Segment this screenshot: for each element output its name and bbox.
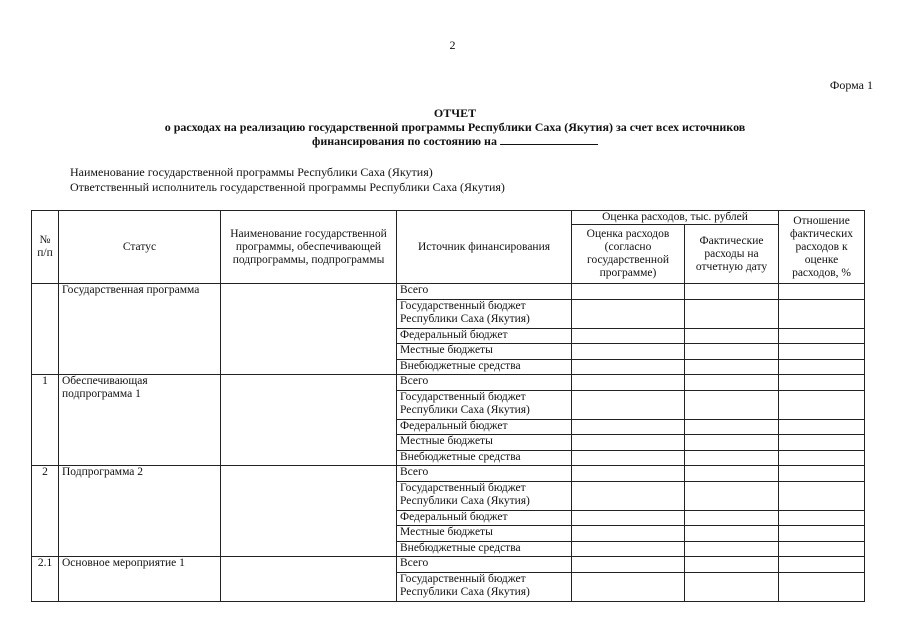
row-funding-source: Местные бюджеты xyxy=(397,526,572,542)
ratio-value xyxy=(779,435,865,451)
row-funding-source: Местные бюджеты xyxy=(397,344,572,360)
estimate-value xyxy=(572,284,685,300)
estimate-value xyxy=(572,435,685,451)
report-table xyxy=(31,210,865,602)
actual-value xyxy=(685,526,779,542)
ratio-value xyxy=(779,557,865,573)
row-number: 1 xyxy=(32,375,59,466)
actual-value xyxy=(685,541,779,557)
estimate-value xyxy=(572,510,685,526)
row-number xyxy=(32,284,59,375)
header-num: № п/п xyxy=(32,211,59,284)
ratio-value xyxy=(779,450,865,466)
ratio-value xyxy=(779,359,865,375)
ratio-value xyxy=(779,390,865,419)
row-funding-source: Государственный бюджет Республики Саха (Якутия) xyxy=(397,390,572,419)
row-funding-source: Федеральный бюджет xyxy=(397,328,572,344)
row-program-name xyxy=(221,557,397,602)
form-label: Форма 1 xyxy=(829,78,873,92)
row-program-name xyxy=(221,466,397,557)
row-funding-source: Внебюджетные средства xyxy=(397,359,572,375)
actual-value xyxy=(685,419,779,435)
row-status: Государственная программа xyxy=(59,284,221,375)
actual-value xyxy=(685,284,779,300)
header-status: Статус xyxy=(59,211,221,284)
actual-value xyxy=(685,299,779,328)
actual-value xyxy=(685,450,779,466)
header-estimate-group: Оценка расходов, тыс. рублей xyxy=(572,211,779,225)
ratio-value xyxy=(779,526,865,542)
row-funding-source: Всего xyxy=(397,466,572,482)
ratio-value xyxy=(779,284,865,300)
estimate-value xyxy=(572,557,685,573)
row-status: Основное мероприятие 1 xyxy=(59,557,221,602)
estimate-value xyxy=(572,344,685,360)
actual-value xyxy=(685,572,779,601)
program-name-label: Наименование государственной программы Республики Саха (Якутия) xyxy=(70,165,433,179)
row-funding-source: Федеральный бюджет xyxy=(397,419,572,435)
actual-value xyxy=(685,344,779,360)
estimate-value xyxy=(572,299,685,328)
ratio-value xyxy=(779,299,865,328)
table-row xyxy=(32,284,865,300)
estimate-value xyxy=(572,390,685,419)
table-row xyxy=(32,375,865,391)
actual-value xyxy=(685,510,779,526)
ratio-value xyxy=(779,466,865,482)
ratio-value xyxy=(779,375,865,391)
ratio-value xyxy=(779,344,865,360)
estimate-value xyxy=(572,572,685,601)
row-number: 2.1 xyxy=(32,557,59,602)
table-row xyxy=(32,466,865,482)
row-funding-source: Всего xyxy=(397,284,572,300)
date-blank-line xyxy=(500,134,598,145)
row-funding-source: Внебюджетные средства xyxy=(397,450,572,466)
executor-label: Ответственный исполнитель государственной программы Республики Саха (Якутия) xyxy=(70,180,505,194)
page-number: 2 xyxy=(449,38,456,52)
estimate-value xyxy=(572,481,685,510)
row-status: Подпрограмма 2 xyxy=(59,466,221,557)
actual-value xyxy=(685,328,779,344)
estimate-value xyxy=(572,526,685,542)
estimate-value xyxy=(572,419,685,435)
actual-value xyxy=(685,359,779,375)
row-funding-source: Федеральный бюджет xyxy=(397,510,572,526)
row-funding-source: Всего xyxy=(397,375,572,391)
title-line-1: ОТЧЕТ xyxy=(433,106,477,120)
actual-value xyxy=(685,481,779,510)
estimate-value xyxy=(572,375,685,391)
actual-value xyxy=(685,466,779,482)
actual-value xyxy=(685,375,779,391)
estimate-value xyxy=(572,466,685,482)
estimate-value xyxy=(572,359,685,375)
row-funding-source: Государственный бюджет Республики Саха (Якутия) xyxy=(397,299,572,328)
title-line-3-text: финансирования по состоянию на xyxy=(312,134,497,148)
row-status: Обеспечивающая подпрограмма 1 xyxy=(59,375,221,466)
row-funding-source: Государственный бюджет Республики Саха (Якутия) xyxy=(397,481,572,510)
row-funding-source: Всего xyxy=(397,557,572,573)
ratio-value xyxy=(779,328,865,344)
ratio-value xyxy=(779,541,865,557)
actual-value xyxy=(685,557,779,573)
row-funding-source: Государственный бюджет Республики Саха (Якутия) xyxy=(397,572,572,601)
estimate-value xyxy=(572,328,685,344)
header-source: Источник финансирования xyxy=(397,211,572,284)
ratio-value xyxy=(779,510,865,526)
row-funding-source: Внебюджетные средства xyxy=(397,541,572,557)
header-ratio: Отношение фактических расходов к оценке расходов, % xyxy=(779,211,865,284)
ratio-value xyxy=(779,481,865,510)
title-line-2: о расходах на реализацию государственной программы Республики Саха (Якутия) за счет всех источников xyxy=(164,120,746,134)
header-actual: Фактические расходы на отчетную дату xyxy=(685,225,779,284)
row-number: 2 xyxy=(32,466,59,557)
title-line-3 xyxy=(60,134,850,148)
estimate-value xyxy=(572,450,685,466)
actual-value xyxy=(685,390,779,419)
report-body xyxy=(32,284,865,602)
actual-value xyxy=(685,435,779,451)
report-title xyxy=(60,106,850,148)
table-row xyxy=(32,557,865,573)
row-funding-source: Местные бюджеты xyxy=(397,435,572,451)
ratio-value xyxy=(779,572,865,601)
header-row-1 xyxy=(32,211,865,225)
row-program-name xyxy=(221,375,397,466)
header-name: Наименование государственной программы, обеспечивающей подпрограммы, подпрограммы xyxy=(221,211,397,284)
header-estimate-program: Оценка расходов (согласно государственной программе) xyxy=(572,225,685,284)
estimate-value xyxy=(572,541,685,557)
ratio-value xyxy=(779,419,865,435)
row-program-name xyxy=(221,284,397,375)
